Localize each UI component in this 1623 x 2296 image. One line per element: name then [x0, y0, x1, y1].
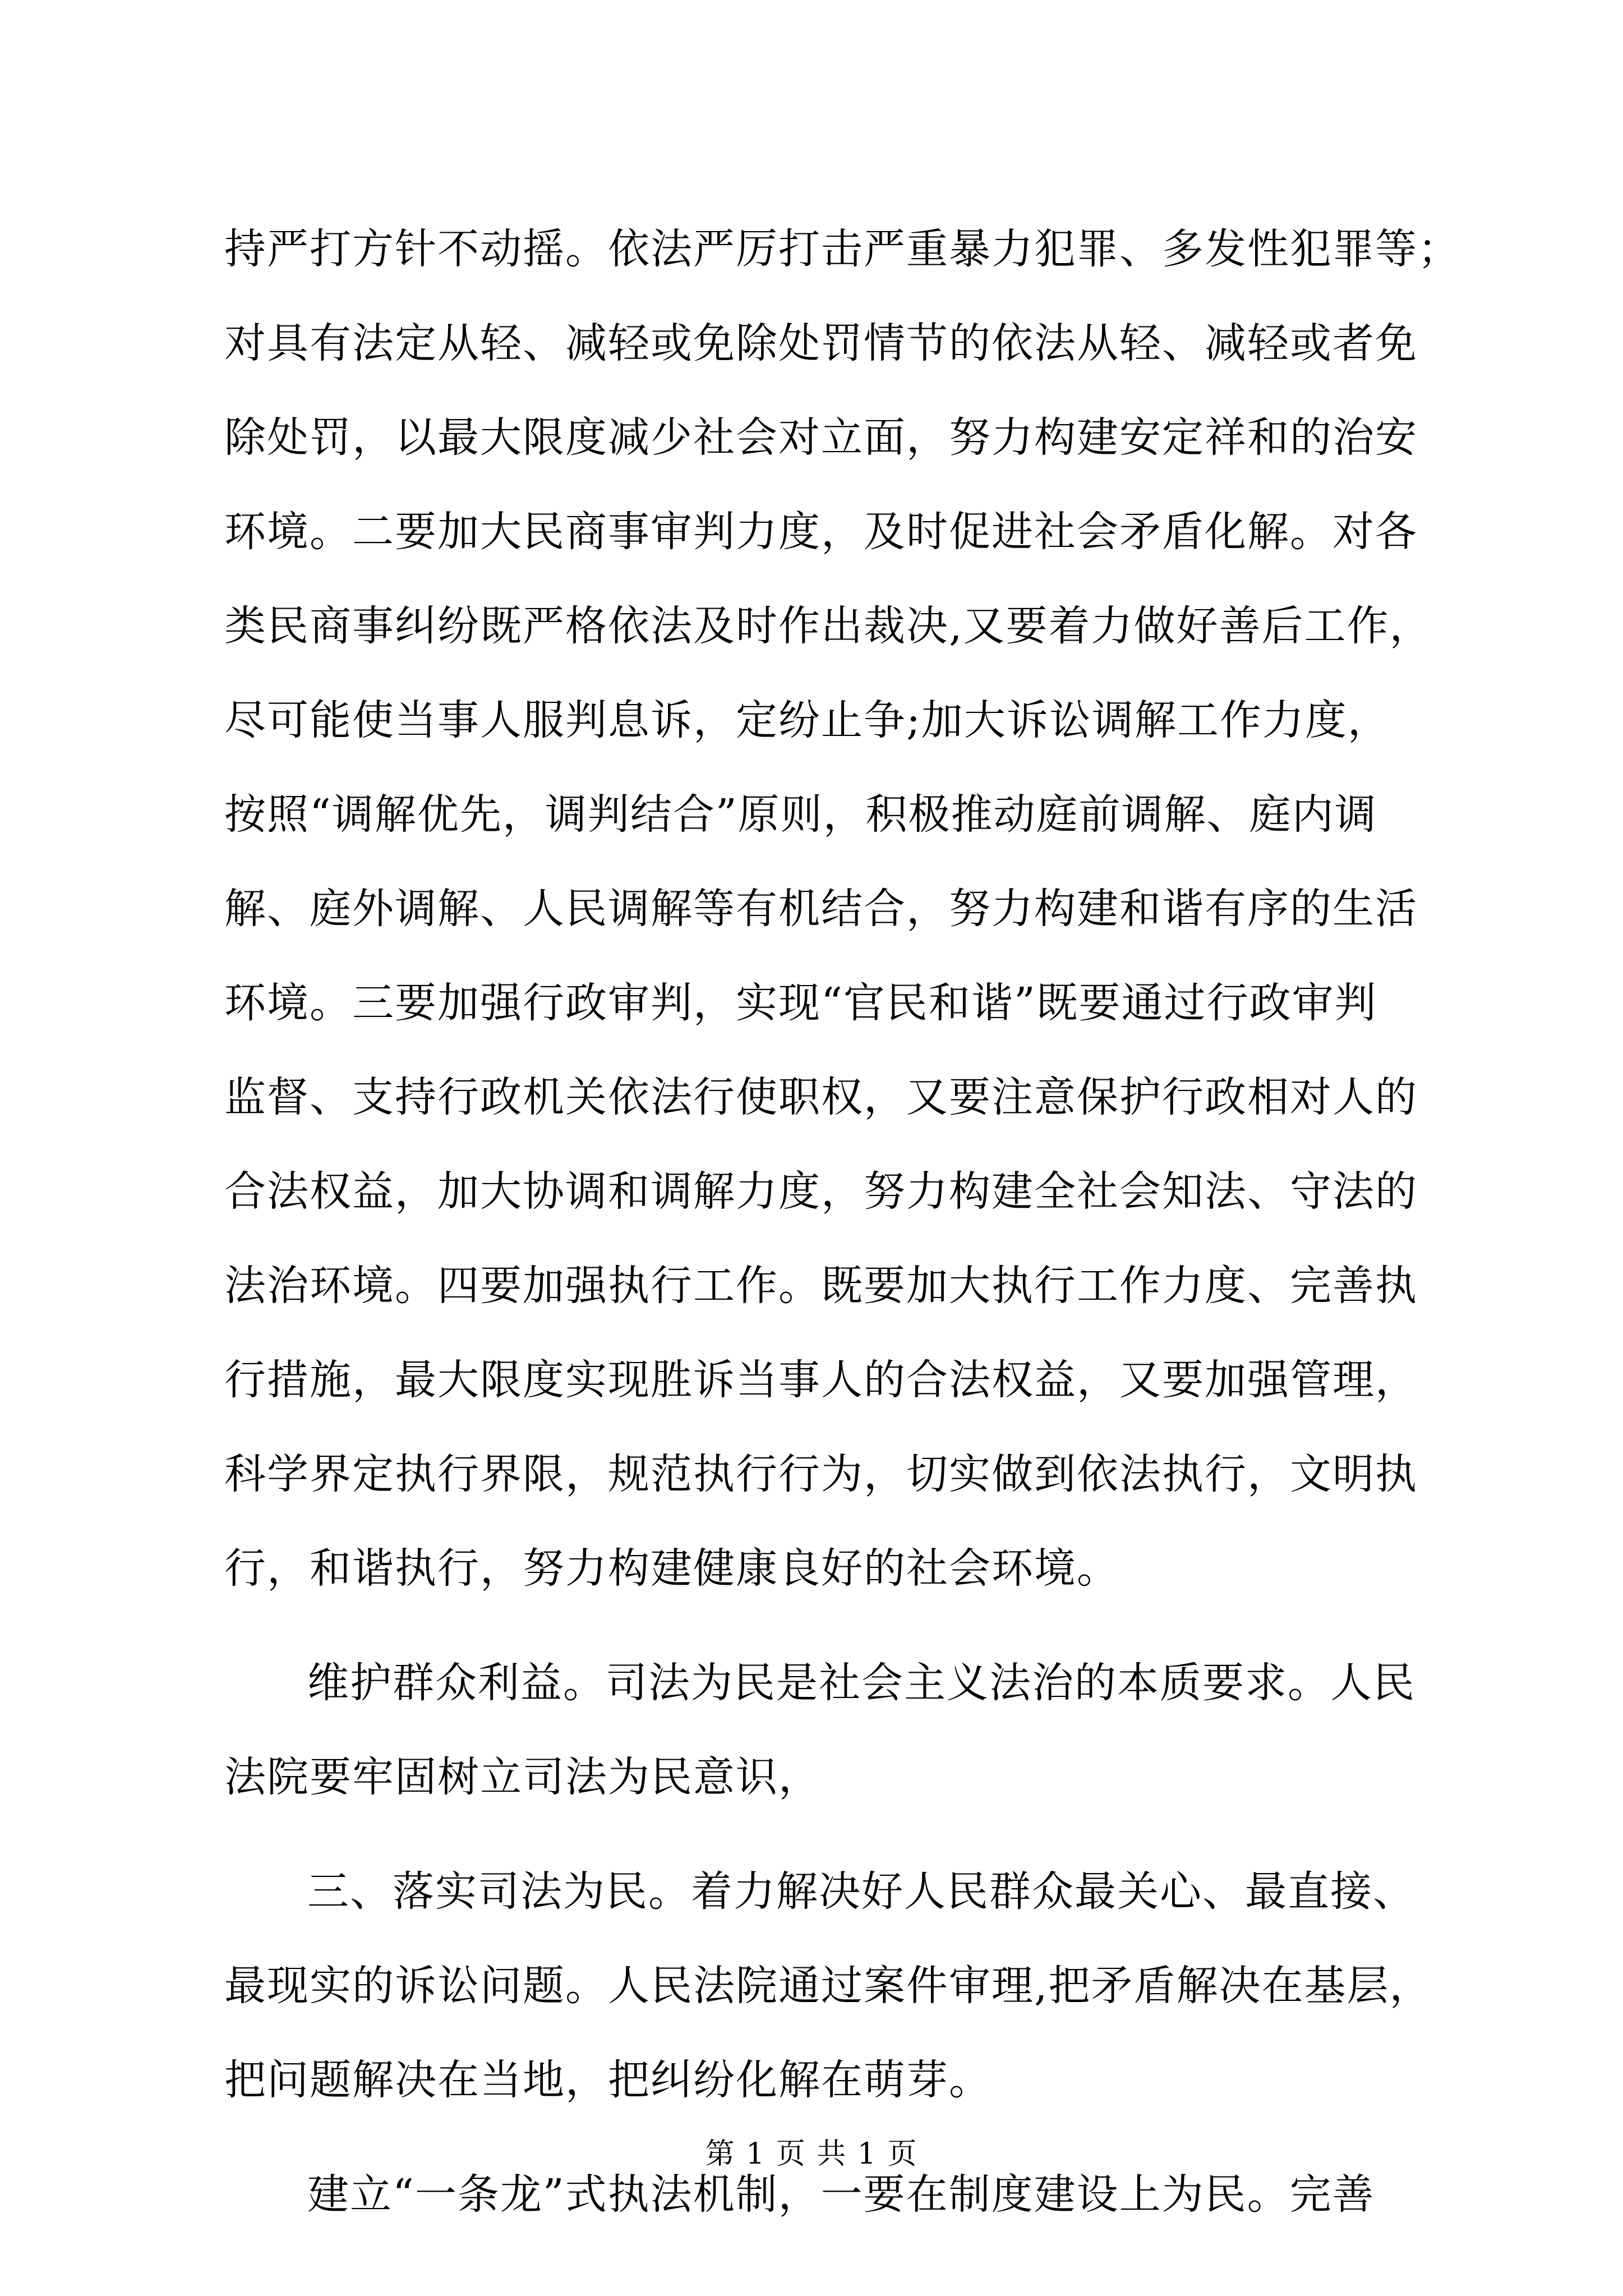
text-line: 持严打方针不动摇。依法严厉打击严重暴力犯罪、多发性犯罪等； — [224, 225, 1460, 273]
text-line: 对具有法定从轻、减轻或免除处罚情节的依法从轻、减轻或者免 — [224, 319, 1418, 367]
text-line: 环境。三要加强行政审判，实现“官民和谐”既要通过行政审判 — [224, 979, 1377, 1027]
paragraph-gap — [224, 1616, 1424, 1636]
paragraph-gap — [224, 1824, 1424, 1844]
paragraph-2 — [224, 1636, 1424, 1824]
text-line: 三、落实司法为民。着力解决好人民群众最关心、最直接、 — [307, 1867, 1415, 1916]
text-line: 科学界定执行界限，规范执行行为，切实做到依法执行，文明执 — [224, 1450, 1418, 1498]
text-line: 尽可能使当事人服判息诉，定纷止争;加大诉讼调解工作力度， — [224, 696, 1390, 744]
text-line: 行，和谐执行，努力构建健康良好的社会环境。 — [224, 1544, 1119, 1593]
text-line: 行措施，最大限度实现胜诉当事人的合法权益，又要加强管理， — [224, 1356, 1418, 1404]
paragraph-3 — [224, 1844, 1432, 2127]
page-footer: 第 1 页 共 1 页 — [705, 2137, 918, 2171]
text-line: 除处罚，以最大限度减少社会对立面，努力构建安定祥和的治安 — [224, 413, 1418, 462]
text-line: 把问题解决在当地，把纠纷化解在萌芽。 — [224, 2056, 992, 2104]
text-line: 环境。二要加大民商事审判力度，及时促进社会矛盾化解。对各 — [224, 508, 1418, 556]
text-line: 按照“调解优先，调判结合”原则，积极推动庭前调解、庭内调 — [224, 790, 1377, 839]
text-line: 解、庭外调解、人民调解等有机结合，努力构建和谐有序的生活 — [224, 885, 1418, 933]
document-body — [224, 202, 1460, 2242]
text-line: 监督、支持行政机关依法行使职权，又要注意保护行政相对人的 — [224, 1073, 1418, 1121]
text-line: 最现实的诉讼问题。人民法院通过案件审理,把矛盾解决在基层， — [224, 1962, 1432, 2010]
text-line: 法院要牢固树立司法为民意识， — [224, 1753, 821, 1801]
text-line: 建立“一条龙”式执法机制，一要在制度建设上为民。完善 — [307, 2170, 1375, 2219]
text-line: 合法权益，加大协调和调解力度，努力构建全社会知法、守法的 — [224, 1167, 1418, 1216]
paragraph-1 — [224, 202, 1460, 1616]
text-line: 法治环境。四要加强执行工作。既要加大执行工作力度、完善执 — [224, 1262, 1418, 1310]
text-line: 类民商事纠纷既严格依法及时作出裁决,又要着力做好善后工作， — [224, 602, 1432, 650]
text-line: 维护群众利益。司法为民是社会主义法治的本质要求。人民 — [307, 1659, 1415, 1707]
